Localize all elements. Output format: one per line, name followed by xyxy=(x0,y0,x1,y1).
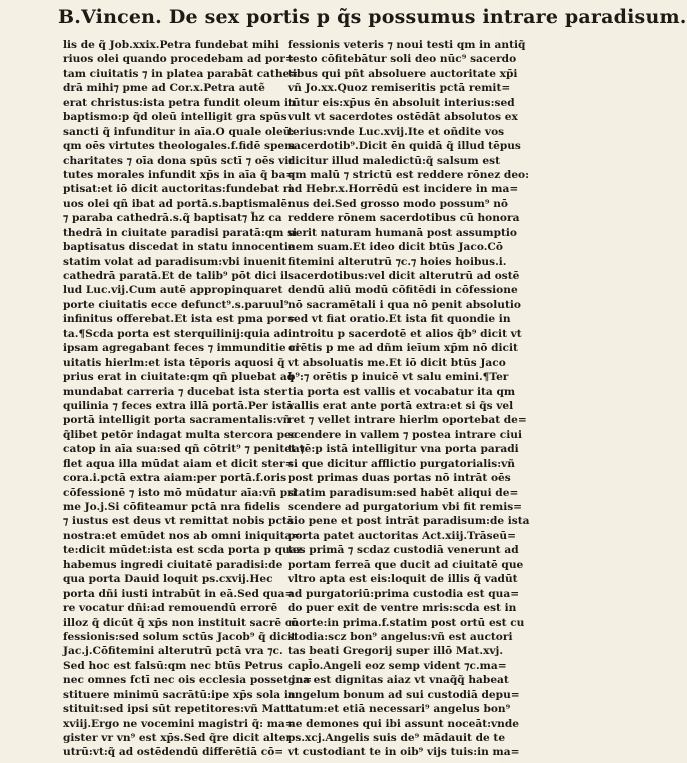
text-line: b⁹:⁊ orētis p inuicē vt salu emini.¶Ter xyxy=(288,371,509,384)
text-line: stituit:sed ipsi sūt repetitores:vñ Matt. xyxy=(63,703,294,716)
text-line: gna est dignitas aiaz vt vnaq̃q̃ habeat xyxy=(288,674,509,687)
text-line: lis de q̃ Job.xxix.Petra fundebat mihi xyxy=(63,39,279,51)
text-line: sio pene et post intrāt paradisum:de ista xyxy=(288,515,530,528)
text-line: dicitur illud maledictū:q̃ salsum est xyxy=(288,154,500,167)
text-line: xviij.Ergo ne vocemini magistri q̃: ma= xyxy=(63,717,294,730)
text-line: qm malū ⁊ strictū est reddere rōnez deo: xyxy=(288,168,530,181)
text-line: riuos olei quando procedebam ad por= xyxy=(63,53,294,66)
text-line: infinitus offerebat.Et ista est pma por= xyxy=(63,313,296,326)
text-line: fessionis veteris ⁊ noui testi qm in antiq̃ xyxy=(288,39,526,51)
text-line: habemus ingredi ciuitatē paradisi:de xyxy=(63,558,283,571)
text-line: sed vt fiat oratio.Et ista fit quondie in xyxy=(288,313,511,326)
text-line: nus dei.Sed grosso modo possum⁹ nō xyxy=(288,197,508,210)
text-line: porte ciuitatis ecce defunct⁹.s.paruul⁹ xyxy=(63,298,289,311)
text-line: vt custodiant te in oib⁹ vijs tuis:in ma= xyxy=(288,746,520,759)
text-line: tibus qui pñt absoluere auctoritate xp̄i xyxy=(288,67,518,80)
text-line: ret ⁊ vellet intrare hierlm oportebat de= xyxy=(288,414,527,427)
text-line: statim volat ad paradisum:vbi inuenit xyxy=(63,255,287,268)
text-line: ptisat:et iō dicit auctoritas:fundebat ri xyxy=(63,183,293,196)
text-line: tes primā ⁊ scdaz custodiā venerunt ad xyxy=(288,544,519,557)
text-line: nō sacramētali i qua nō penit absolutio xyxy=(288,298,521,311)
text-line: illoz q̃ dicūt q̃ xp̄s non instituit sacrē cō xyxy=(63,616,299,629)
text-line: tutes morales infundit xp̄s in aīa q̃ ba= xyxy=(63,168,295,181)
text-line: morte:in prima.f.statim post ortū est cu xyxy=(288,616,525,629)
text-line: testo cōfitebātur soli deo nūc⁹ sacerdo xyxy=(288,53,517,66)
text-line: fessionis:sed solum sctūs Jacob⁹ q̃ dicit xyxy=(63,630,297,643)
text-line: charitates ⁊ oīa dona spūs sctī ⁊ oēs vir xyxy=(63,154,294,167)
text-line: ad purgatoriū:prima custodia est qua= xyxy=(288,587,520,600)
text-line: qua porta Dauid loquit ps.cxvij.Hec xyxy=(63,573,273,586)
text-line: si que dicitur afflictio purgatorialis:vñ xyxy=(288,457,516,470)
text-line: vallis erat ante portā extra:et si q̃s vel xyxy=(288,399,514,412)
text-line: orētis p me ad dñm ieīum xp̄m nō dicit xyxy=(288,342,518,355)
text-line: q̃libet petōr indagat multa stercora pec xyxy=(63,428,298,441)
text-line: mundabat carreria ⁊ ducebat ista ster xyxy=(63,385,287,398)
text-line: uitatis hierlm:et ista tēporis aquosi q̃ xyxy=(63,356,285,369)
text-line: baptismo:p q̃d oleū intelligit gra spūs xyxy=(63,111,287,124)
text-line: stituere minimū sacrātū:ipe xp̄s sola in xyxy=(63,688,296,701)
text-line: angelum bonum ad sui custodiā depu= xyxy=(288,688,520,701)
text-line: Sed hoc est falsū:qm nec btūs Petrus xyxy=(63,659,283,672)
text-line: scendere ad purgatorium vbi fit remis= xyxy=(288,501,523,513)
text-line: cora.i.pctā extra aiam:per portā.f.oris xyxy=(63,472,287,485)
text-line: do puer exit de ventre mris:scda est in xyxy=(288,602,517,615)
text-line: Jac.j.Cōfitemini alterutrū pctā vra ⁊c. xyxy=(63,645,283,658)
text-line: nec omnes fctī nec ois ecclesia posset in= xyxy=(63,674,313,687)
text-line: ipsam agregabant feces ⁊ immunditie ci xyxy=(63,342,300,355)
text-line: nostra:et emūdet nos ab omni iniquita= xyxy=(63,529,301,542)
right-column xyxy=(288,38,530,759)
text-line: introitu p sacerdotē et alios q̃b⁹ dicit vt xyxy=(288,327,522,340)
text-line: thedrā in ciuitate paradisi paratā:qm si xyxy=(63,226,298,239)
text-line: sacerdotibus:vel dicit alterutrū ad ostē xyxy=(288,270,520,282)
text-line: statim paradisum:sed habēt aliqui de= xyxy=(288,486,519,499)
text-line: ta.¶Scda porta est sterquilinij:quia ad xyxy=(63,327,288,340)
text-line: baptisatus discedat in statu innocentie xyxy=(63,241,295,254)
text-line: te:dicit mūdet:ista est scda porta p quaz xyxy=(63,544,303,557)
text-line: tia porta est vallis et vocabatur ita qm xyxy=(288,385,516,398)
text-line: cōfessionē ⁊ isto mō mūdatur aīa:vñ pri xyxy=(63,486,297,499)
text-line: sancti q̃ infunditur in aīa.O quale oleū: xyxy=(63,125,295,138)
text-line: uerit naturam humanā post assumptio xyxy=(288,226,517,239)
left-column xyxy=(63,38,313,759)
text-line: drā mihi⁊ pme ad Cor.x.Petra autẽ xyxy=(63,82,265,95)
text-line: fitemini alterutrū ⁊c.⁊ hoies hoibus.i. xyxy=(288,255,507,268)
text-line: tas beati Gregorij super illō Mat.xvj. xyxy=(288,645,504,658)
text-line: erat christus:ista petra fundit oleum in xyxy=(63,96,296,109)
text-line: vt absoluatis me.Et iō dicit btūs Jaco xyxy=(288,356,506,369)
text-line: prius erat in ciuitate:qm qñ pluebat aq̃ xyxy=(63,371,295,384)
text-line: sacerdotib⁹.Dicit ēn quidā q̃ illud tēpus xyxy=(288,140,521,153)
text-line: ps.xcj.Angelis suis de⁹ mādauit de te xyxy=(288,732,506,744)
text-line: vltro apta est eis:loquit de illis q̃ vadūt xyxy=(288,573,518,586)
text-line: tūtur eis:xp̄us ēn absoluit interius:sed xyxy=(288,96,515,109)
text-line: scendere in vallem ⁊ postea intrare ciui xyxy=(288,428,522,441)
text-line: porta patet auctoritas Act.xiij.Trāseū= xyxy=(288,529,516,542)
text-line: ad Hebr.x.Horrēdū est incidere in ma= xyxy=(288,183,519,196)
text-line: cathedrā paratā.Et de talib⁹ pōt dici il xyxy=(63,270,289,282)
text-line: porta dñi iusti intrabūt in eā.Sed qua= xyxy=(63,587,294,600)
text-line: capl̄o.Angeli eoz semp vident ⁊c.ma= xyxy=(288,659,507,672)
text-line: quilinia ⁊ feces extra illā portā.Per istā xyxy=(63,399,294,412)
text-line: me Jo.j.Si cōfiteamur pctā nra fidelis xyxy=(63,501,281,513)
text-line: post primas duas portas nō intrāt oēs xyxy=(288,472,511,485)
text-line: uos olei qñ ibat ad portā.s.baptismalē: xyxy=(63,197,292,210)
text-line: qm oēs virtutes theologales.f.fidē spem xyxy=(63,140,296,153)
text-line: nem suam.Et ideo dicit btūs Jaco.Cō xyxy=(288,241,503,254)
text-line: lud Luc.vij.Cum autē appropinquaret xyxy=(63,284,283,297)
text-line: portam ferreā que ducit ad ciuitatē que xyxy=(288,558,524,571)
text-line: ⁊ iustus est deus vt remittat nobis pctā xyxy=(63,515,294,528)
text-line: tatum:et etiā necessari⁹ angelus bon⁹ xyxy=(288,703,511,716)
text-line: re vocatur dñi:ad remouendū errorē xyxy=(63,602,278,615)
text-line: portā intelligit porta sacramentalis:vñ xyxy=(63,414,291,427)
text-line: ⁊ paraba cathedrā.s.q̃ baptisat⁊ h̃z ca xyxy=(63,212,282,225)
text-line: stodia:scz bon⁹ angelus:vñ est auctori xyxy=(288,630,513,643)
text-line: terius:vnde Luc.xvij.Ite et oñdite vos xyxy=(288,125,505,138)
text-line: ne demones qui ibi assunt noceāt:vnde xyxy=(288,717,520,730)
text-line: catop in aīa sua:sed qñ cōtrit⁹ ⁊ penitet ⁊ xyxy=(63,443,305,456)
text-line: tam ciuitatis ⁊ in platea parabāt cathe= xyxy=(63,67,299,80)
text-line: tatē:p istā intelligitur vna porta paradi xyxy=(288,443,519,456)
text-line: vñ Jo.xx.Quoz remiseritis pctā remit= xyxy=(288,82,511,95)
text-line: reddere rōnem sacerdotibus cū honora xyxy=(288,212,520,225)
running-header: B.Vincen. De sex portis p q̃s possumus intrare paradisum. xyxy=(58,6,687,28)
text-line: vult vt sacerdotes ostēdāt absolutos ex xyxy=(288,111,518,124)
text-line: flet aqua illa mūdat aiam et dicit ster= xyxy=(63,457,294,470)
text-line: utrū:vt:q̃ ad ostēdendū differētiā cō= xyxy=(63,746,284,759)
text-line: gister vr vn⁹ est xp̄s.Sed q̃re dicit alter xyxy=(63,732,292,744)
text-line: dendū aliū modū cōfitēdi in cōfessione xyxy=(288,284,518,297)
